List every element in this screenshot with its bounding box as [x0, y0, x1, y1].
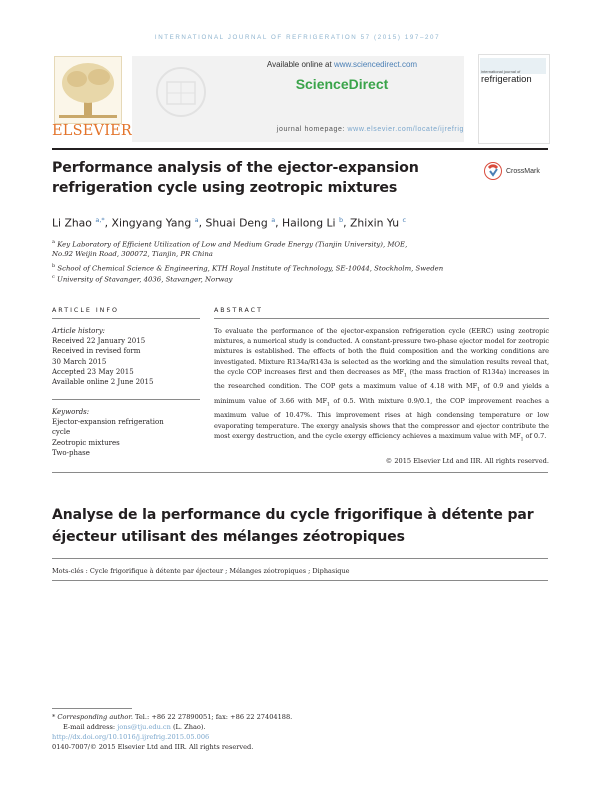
article-history	[52, 326, 202, 387]
cover-subtitle: international journal of	[481, 69, 521, 74]
section-rule	[52, 472, 548, 473]
author-affiliation-mark: a	[194, 216, 199, 224]
history-item: Received 22 January 2015	[52, 337, 146, 346]
corresponding-author	[52, 712, 548, 723]
affiliation-mark: a	[52, 239, 55, 245]
elsevier-wordmark: ELSEVIER	[52, 123, 133, 139]
title-line-2: refrigeration cycle using zeotropic mixtures	[52, 180, 398, 196]
french-title-line-2: éjecteur utilisant des mélanges zéotropiques	[52, 529, 405, 545]
subscript: 1	[520, 437, 524, 443]
abstract-text-1: To evaluate the performance of the ejector-expansion refrigeration cycle (EERC) using zeotropic mixtures, a numerical study is conducted. A constant-pressure two-phase ejector model for zeotropic mixtures is established. The effects of both the fluid composition and the working conditions are investigated. Mixture R134a/R143a is selected as the working and the simulation results reveal that, the cycle COP increases first and then decreases as MF	[214, 327, 549, 376]
keywords-rule	[52, 399, 200, 400]
email-label: E-mail address:	[63, 723, 118, 731]
author-name: Shuai Deng	[205, 216, 268, 230]
affiliation-line: Key Laboratory of Efficient Utilization of Low and Medium Grade Energy (Tianjin University), MOE,	[57, 240, 408, 249]
article-title	[52, 158, 462, 198]
history-label: Article history:	[52, 327, 106, 335]
sciencedirect-link[interactable]: www.sciencedirect.com	[333, 60, 418, 69]
abstract-text-4: of 0.5. With mixture 0.9/0.1, the COP improvement reaches a maximum value of 10.47%. This improvement rises at high condensing temperature or low evaporating temperature. The exergy analysis shows that the compressor and ejector contribute the most exergy destruction, and the cycle exergy efficiency achieves a maximum value with MF	[214, 396, 549, 440]
journal-running-head: INTERNATIONAL JOURNAL OF REFRIGERATION 57 (2015) 197–207	[154, 34, 441, 41]
author-affiliation-mark: c	[402, 216, 407, 224]
email-link[interactable]: jons@tju.edu.cn	[117, 723, 171, 731]
author-name: Li Zhao	[52, 216, 92, 230]
affiliation-a	[52, 237, 548, 259]
journal-homepage-prefix: journal homepage:	[276, 126, 348, 133]
affiliation-mark: c	[52, 274, 55, 280]
author-name: Xingyang Yang	[111, 216, 192, 230]
subscript: 1	[477, 387, 480, 393]
cover-title: refrigeration	[481, 74, 532, 85]
header-rule	[52, 148, 548, 150]
keywords	[52, 407, 202, 458]
subscript: 1	[327, 402, 330, 408]
author-name: Hailong Li	[282, 216, 336, 230]
footnote-rule	[52, 708, 132, 709]
history-item: Accepted 23 May 2015	[52, 367, 134, 376]
crossmark-icon[interactable]	[484, 162, 502, 180]
keyword: cycle	[52, 428, 71, 437]
keyword: Zeotropic mixtures	[52, 438, 120, 447]
article-info-heading: ARTICLE INFO	[52, 307, 119, 314]
elsevier-tree-logo	[54, 56, 122, 124]
history-item: 30 March 2015	[52, 357, 107, 366]
abstract-copyright: © 2015 Elsevier Ltd and IIR. All rights reserved.	[385, 457, 549, 465]
title-line-1: Performance analysis of the ejector-expansion	[52, 160, 419, 176]
abstract-rule	[214, 318, 549, 319]
doi-link[interactable]: http://dx.doi.org/10.1016/j.ijrefrig.2015.05.006	[52, 733, 210, 741]
french-rule-top	[52, 558, 548, 559]
corresponding-label: Corresponding author.	[57, 713, 133, 721]
french-title	[52, 504, 548, 548]
affiliation-line: No.92 Weijin Road, 300072, Tianjin, PR China	[52, 250, 213, 259]
affiliation-line: University of Stavanger, 4036, Stavanger, Norway	[57, 275, 233, 284]
issn-copyright: 0140-7007/© 2015 Elsevier Ltd and IIR. All rights reserved.	[52, 743, 254, 751]
mots-cles: Mots-clés : Cycle frigorifique à détente par éjecteur ; Mélanges zéotropiques ; Diphasique	[52, 567, 350, 575]
watermark-logo	[143, 62, 219, 130]
abstract-text-3: of 0.9 and yields a minimum value of 3.66 with MF	[214, 382, 550, 405]
abstract-text-5: of 0.7.	[523, 431, 547, 440]
email-suffix: (L. Zhao).	[170, 723, 206, 731]
available-online-prefix: Available online at	[266, 60, 334, 69]
article-info-rule	[52, 318, 200, 319]
keyword: Ejector-expansion refrigeration	[52, 418, 164, 427]
author-list: Li Zhao $^{a,*}$, Xingyang Yang $^a$, Shuai Deng $^a$, Hailong Li $^b$, Zhixin Yu $^c$	[52, 216, 407, 230]
journal-homepage	[214, 126, 464, 133]
abstract-heading: ABSTRACT	[214, 307, 263, 314]
available-online	[226, 60, 458, 69]
sciencedirect-logo: ScienceDirect	[295, 76, 389, 92]
author-name: Zhixin Yu	[349, 216, 400, 230]
french-title-line-1: Analyse de la performance du cycle frigorifique à détente par	[52, 507, 534, 523]
author-affiliation-mark: a	[271, 216, 276, 224]
history-item: Available online 2 June 2015	[52, 378, 154, 387]
abstract-text-2: (the mass fraction of R134a) increases in the researched condition. The COP gets a maximum value of 4.18 with MF	[214, 367, 550, 391]
journal-homepage-link[interactable]: www.elsevier.com/locate/ijrefrig	[347, 126, 464, 133]
keyword: Two-phase	[52, 448, 90, 457]
author-affiliation-mark: a,*	[95, 216, 105, 224]
history-item: Received in revised form	[52, 347, 141, 356]
affiliation-line: School of Chemical Science & Engineering, KTH Royal Institute of Technology, SE-10044, Stockholm, Sweden	[57, 264, 444, 273]
asterisk: *	[52, 713, 58, 721]
abstract-body	[214, 326, 549, 445]
french-rule-bottom	[52, 580, 548, 581]
author-affiliation-mark: b	[338, 216, 344, 224]
affiliation-c	[52, 272, 548, 284]
affiliation-mark: b	[52, 263, 56, 269]
email-line	[63, 722, 559, 733]
keywords-label: Keywords:	[52, 408, 90, 416]
crossmark-label: CrossMark	[506, 168, 540, 175]
corresponding-contact: Tel.: +86 22 27890051; fax: +86 22 27404188.	[132, 713, 293, 721]
subscript: 1	[403, 373, 407, 379]
